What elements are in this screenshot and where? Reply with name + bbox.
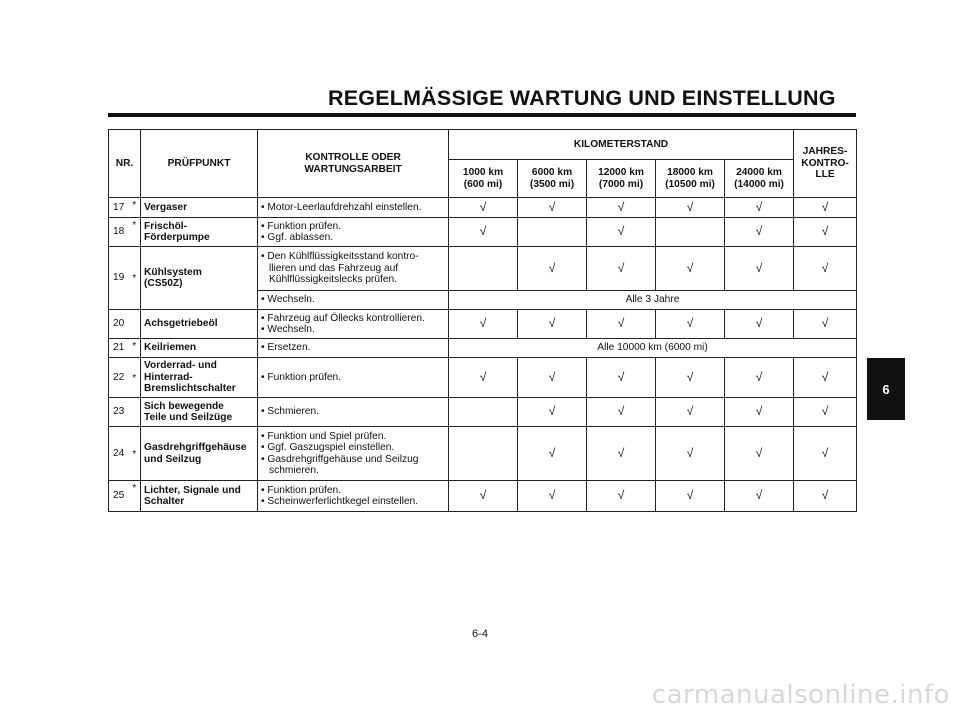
check-mark: √ xyxy=(794,247,857,291)
check-mark: √ xyxy=(587,198,656,218)
table-row xyxy=(109,310,857,339)
check-mark: √ xyxy=(449,481,518,512)
header-pruefpunkt: PRÜFPUNKT xyxy=(141,130,258,198)
section-tab: 6 xyxy=(867,358,905,420)
header-interval: 6000 km (3500 mi) xyxy=(518,160,587,198)
asterisk: * xyxy=(129,218,141,247)
task-cell: • Funktion und Spiel prüfen. • Ggf. Gaszugspiel einstellen. • Gasdrehgriffgehäuse und Seilzug schmieren. xyxy=(258,427,449,481)
check-mark: √ xyxy=(518,398,587,427)
check-mark: √ xyxy=(656,247,725,291)
check-mark: √ xyxy=(725,481,794,512)
asterisk: * xyxy=(129,358,141,398)
check-mark: √ xyxy=(794,198,857,218)
table-row xyxy=(109,247,857,291)
item-name: Keilriemen xyxy=(141,339,258,358)
check-mark: √ xyxy=(656,310,725,339)
row-number: 25 xyxy=(109,481,129,512)
check-mark: √ xyxy=(656,481,725,512)
header-interval: 18000 km (10500 mi) xyxy=(656,160,725,198)
row-number: 23 xyxy=(109,398,129,427)
header-kontrolle: KONTROLLE ODER WARTUNGSARBEIT xyxy=(258,130,449,198)
page-number: 6-4 xyxy=(472,628,488,640)
task-cell: • Funktion prüfen. • Ggf. ablassen. xyxy=(258,218,449,247)
check-mark: √ xyxy=(449,310,518,339)
check-mark: √ xyxy=(587,427,656,481)
check-mark: √ xyxy=(587,218,656,247)
row-number: 22 xyxy=(109,358,129,398)
row-number: 18 xyxy=(109,218,129,247)
table-row xyxy=(109,427,857,481)
item-name: Gasdrehgriffgehäuse und Seilzug xyxy=(141,427,258,481)
item-name: Sich bewegende Teile und Seilzüge xyxy=(141,398,258,427)
check-mark: √ xyxy=(794,427,857,481)
check-mark: √ xyxy=(587,481,656,512)
maintenance-table xyxy=(108,129,857,512)
check-mark: √ xyxy=(725,398,794,427)
asterisk: * xyxy=(129,247,141,310)
check-mark: √ xyxy=(656,198,725,218)
check-mark: √ xyxy=(518,427,587,481)
empty-cell xyxy=(518,218,587,247)
header-kilometerstand: KILOMETERSTAND xyxy=(449,130,794,160)
check-mark: √ xyxy=(449,358,518,398)
task-cell: • Motor-Leerlaufdrehzahl einstellen. xyxy=(258,198,449,218)
check-mark: √ xyxy=(656,358,725,398)
table-row xyxy=(109,398,857,427)
row-number: 21 xyxy=(109,339,129,358)
empty-cell xyxy=(449,247,518,291)
check-mark: √ xyxy=(587,358,656,398)
check-mark: √ xyxy=(518,247,587,291)
check-mark: √ xyxy=(725,218,794,247)
check-mark: √ xyxy=(794,398,857,427)
item-name: Achsgetriebeöl xyxy=(141,310,258,339)
check-mark: √ xyxy=(518,481,587,512)
task-cell: • Schmieren. xyxy=(258,398,449,427)
header-jahres: JAHRES- KONTRO- LLE xyxy=(794,130,857,198)
asterisk: * xyxy=(129,427,141,481)
item-name: Vorderrad- und Hinterrad- Bremslichtschalter xyxy=(141,358,258,398)
table-row xyxy=(109,358,857,398)
item-name: Lichter, Signale und Schalter xyxy=(141,481,258,512)
check-mark: √ xyxy=(725,247,794,291)
interval-note: Alle 10000 km (6000 mi) xyxy=(449,339,857,358)
header-interval: 24000 km (14000 mi) xyxy=(725,160,794,198)
header-interval: 1000 km (600 mi) xyxy=(449,160,518,198)
title-rule xyxy=(108,113,856,117)
row-number: 19 xyxy=(109,247,129,310)
check-mark: √ xyxy=(725,310,794,339)
row-number: 24 xyxy=(109,427,129,481)
asterisk xyxy=(129,310,141,339)
header-interval: 12000 km (7000 mi) xyxy=(587,160,656,198)
asterisk: * xyxy=(129,481,141,512)
table-row xyxy=(109,339,857,358)
check-mark: √ xyxy=(587,398,656,427)
empty-cell xyxy=(449,398,518,427)
item-name: Kühlsystem (CS50Z) xyxy=(141,247,258,310)
check-mark: √ xyxy=(794,481,857,512)
check-mark: √ xyxy=(449,198,518,218)
check-mark: √ xyxy=(656,427,725,481)
row-number: 17 xyxy=(109,198,129,218)
check-mark: √ xyxy=(518,358,587,398)
item-name: Frischöl- Förderpumpe xyxy=(141,218,258,247)
task-cell: • Den Kühlflüssigkeitsstand kontro- llieren und das Fahrzeug auf Kühlflüssigkeitslecks prüfen. xyxy=(258,247,449,291)
interval-note: Alle 3 Jahre xyxy=(449,291,857,310)
header-nr: NR. xyxy=(109,130,141,198)
asterisk: * xyxy=(129,198,141,218)
check-mark: √ xyxy=(794,218,857,247)
asterisk: * xyxy=(129,339,141,358)
empty-cell xyxy=(449,427,518,481)
check-mark: √ xyxy=(656,398,725,427)
check-mark: √ xyxy=(449,218,518,247)
table-row xyxy=(109,198,857,218)
check-mark: √ xyxy=(725,427,794,481)
watermark: carmanualsonline.info xyxy=(651,680,950,710)
row-number: 20 xyxy=(109,310,129,339)
check-mark: √ xyxy=(518,198,587,218)
table-row xyxy=(109,218,857,247)
check-mark: √ xyxy=(794,310,857,339)
check-mark: √ xyxy=(725,198,794,218)
task-cell: • Funktion prüfen. • Scheinwerferlichtkegel einstellen. xyxy=(258,481,449,512)
task-cell: • Funktion prüfen. xyxy=(258,358,449,398)
task-cell: • Ersetzen. xyxy=(258,339,449,358)
check-mark: √ xyxy=(587,247,656,291)
empty-cell xyxy=(656,218,725,247)
check-mark: √ xyxy=(725,358,794,398)
page-title: REGELMÄSSIGE WARTUNG UND EINSTELLUNG xyxy=(328,86,836,110)
task-cell: • Fahrzeug auf Öllecks kontrollieren. • Wechseln. xyxy=(258,310,449,339)
table-row xyxy=(109,481,857,512)
check-mark: √ xyxy=(518,310,587,339)
check-mark: √ xyxy=(794,358,857,398)
asterisk xyxy=(129,398,141,427)
check-mark: √ xyxy=(587,310,656,339)
item-name: Vergaser xyxy=(141,198,258,218)
task-cell: • Wechseln. xyxy=(258,291,449,310)
